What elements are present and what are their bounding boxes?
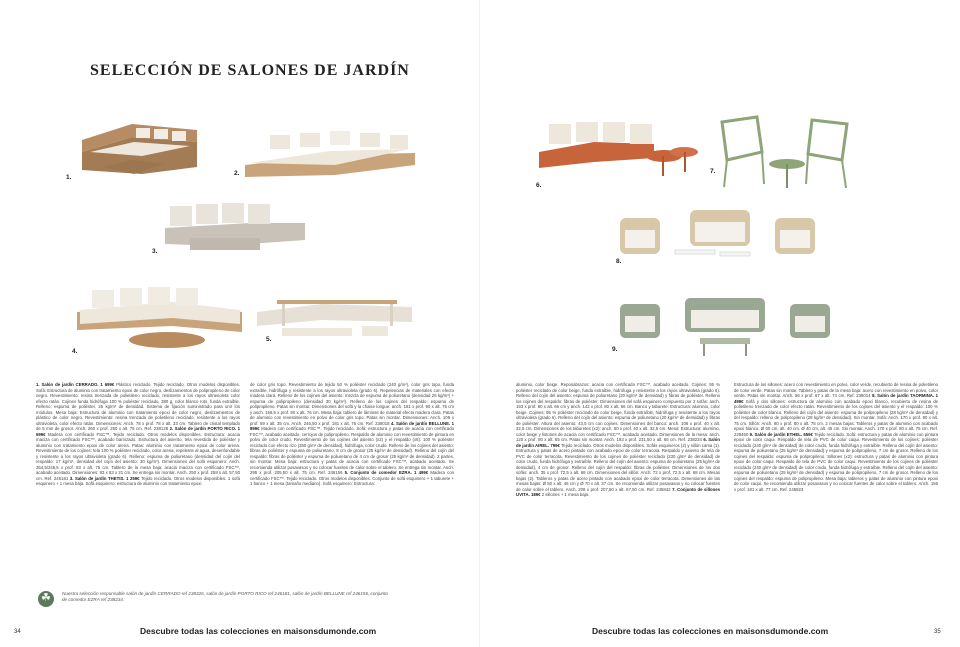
product-image-7[interactable] <box>712 112 862 192</box>
product-2-heading: 2. Salón de jardín PORTO RICO. 1 599€ <box>36 426 240 437</box>
product-number-3: 3. <box>152 248 158 255</box>
product-3-description-cont: de color gris topo. Revestimiento de tejido 50 % poliéster reciclado (240 g/m²), color gris topo, funda extraíble, hidrófuga y resistente a los rayos ultravioleta (grado 6). Repelencias de materiales con efecto madera clara. Relleno de los cojines del asiento: mezcla de espuma de poliuretano (densidad 25 kg/m³) + espuma de polipropileno (densidad 30 kg/m³). Relleno de los cojines del respaldo: espuma de polipropileno. Patas sin montar. Dimensiones del sofá y la chaise longue: anch. 181 x prof. 90 x alt. 75 cm y anch. 158,5 x prof. 90 x alt. 76 cm. Mesa baja: tablero de láminas de material efecto madera clara. Patas de aluminio con revestimiento en polvo de color gris topo. Patas sin montar. Dimensiones: Anch. 109 x prof. 59 x alt. 35 cm. Anch. 246,50 x prof. 181 x alt. 76 cm. Ref. 238018 <box>250 382 454 426</box>
product-3-heading: 3. Salón de jardín THETIS. 1 259€ <box>69 475 142 481</box>
product-9-heading: 9. Salón de jardín ETHEL. 659€ <box>749 431 815 437</box>
product-7-description: 2 sillones + 1 mesa baja. <box>541 492 590 497</box>
product-image-1[interactable] <box>72 112 202 184</box>
product-5-description-cont: aluminio, color beige. Reposabrazos: acacia con certificado FSC™, acabado aceitado. Cojines: 95 % poliéster reciclado de color beige, funda extraíble, hidrófuga y resistente a los rayos ultravioleta (grado 6). Relleno del cojín del asiento: espuma de poliuretano (20 kg/m³ de densidad) y fibras de poliéster. Relleno los cojines del respaldo: fibras de poliéster. Dimensiones del sofá esquinero compuesto por 2 sofás: anch. 193 x prof. 80 x alt. 66 cm y anch. 142 x prof. 80 x alt. 66 cm. Banco y taburete: Estructura: aluminio, color beige. Cojines: 95 % poliéster reciclado de color beige, funda extraíble, hidrófuga y resistente a los rayos ultravioleta (grado 6). Relleno del cojín del asiento: espuma de poliuretano (20 kg/m³ de densidad) y fibras de poliéster. Altura del asiento: 43,5 cm con cojines. Dimensiones del banco: anch. 106 x prof. 40 x alt. 32,5 cm. Dimensiones de los taburetes (x2): anch. 50 x prof. 40 x alt. 32,5 cm. Mesa: Estructura: aluminio, color beige y listones de acacia con certificado FSC™, acabado aceitado. Dimensiones de la mesa: anch. 120 x prof. 80 x alt. 65 cm. Patas sin montar. Anch. 193 x prof. 231,50 x alt. 66 cm. Ref. 238234 <box>516 382 720 442</box>
product-number-5: 5. <box>266 336 272 343</box>
product-5-description: Madera con certificado FSC™. Tejido reciclado. Otros modelos disponibles. Conjunto de sofá esquinero + 1 taburete + 1 banco + 1 mesa (tamaño mediano). Sofá esquinero: Estructura: <box>250 470 454 486</box>
product-6-description: Tejido reciclado. Otros modelos disponibles. Sofás esquineros (2) y sillón cama (1). Estructura y patas de acero pintado con acabado epoxi de color terracota. Respaldo y asiento de tela de PVC de color terracota. Revestimiento de los cojines de poliéster reciclado (230 g/m² de densidad) de color crudo, funda hidrófuga y extraíble. Relleno del cojín del asiento: espuma de poliuretano (25 kg/m³ de densidad), 4 cm de grosor. Relleno del cojín del respaldo: fibras de poliéster. Dimensiones de los dos sofás: anch. 35 x prof. 72,5 x alt. 68 cm. Dimensiones del sillón: Anch. 72 x prof. 72,5 x alt. 68 cm. Mesas bajas (2). Tableros y patas de acero pintado con acabado epoxi de color terracota. Dimensiones de las mesas bajas: Ø 50 x alt. 46 cm y Ø 70 x alt. 37 cm. Se recomienda utilizar posavasos y no colocar fuentes de calor sobre el tablero. Anch. 208 x prof. 207,50 x alt. 67,50 cm. Ref. 245842 <box>516 442 720 492</box>
leaf-icon <box>38 591 54 607</box>
text-column-3 <box>516 382 720 588</box>
product-4-heading: 4. Salón de jardín BELLUNE. 1 899€ <box>250 420 454 431</box>
green-armchairs-illustration <box>712 112 862 192</box>
dining-set-illustration <box>252 282 417 347</box>
product-4-description: Madera con certificado FSC™. Tejido reciclado. Sofá: estructura y patas de acacia con certificado FSC™, acabado aceitado, cerrojos de polipropileno. Respaldo de aluminio con revestimiento de pintura en polvo de color crudo. Revestimiento de los cojines del asiento (x2) y el respaldo (x6): 100 % poliéster reciclado con efecto rizo (350 g/m² de densidad), hidrófuga, color crudo. Relleno de los cojines del asiento: fibras de poliéster y espuma de poliuretano, 8 cm de grosor (25 kg/m³ de densidad). Relleno del cojín del respaldo: fibras de poliéster y espuma de poliuretano de 4 cm de grosor (25 kg/m³ de densidad). 2 partes, sin montar. Mesa baja: estructura y patas de acacia con certificado FSC™, acabado aceitado. Se recomienda utilizar posavasos y no colocar fuentes de calor sobre el tablero. Se entrega sin montar. Anch. 295 x prof. 205,50 x alt. 75 cm. Ref. 246156 <box>250 426 454 475</box>
product-9-description: Tejido reciclado. Sofá: estructura y patas de aluminio con pintura epoxi de color caqui. Respaldo de tela de PVC de color caqui. Revestimiento de los cojines: poliéster reciclado (240 g/m² de densidad) de color crudo, funda hidrófuga y extraíble. Relleno del cojín del asiento: espuma de poliuretano (25 kg/m³ de densidad) y espuma de polipropileno, 7 cm de grosor. Relleno de los cojines del respaldo: espuma de polipropileno. Sillones (x2): estructura y patas de aluminio con pintura epoxi de color caqui. Respaldo de tela de PVC de color caqui. Revestimiento de los cojines de poliéster reciclado (240 g/m² de densidad) de color crudo, funda hidrófuga y extraíble. Relleno del cojín del asiento: espuma de poliuretano (25 kg/m³ de densidad) y espuma de polipropileno, 7 cm de grosor. Relleno de los cojines del respaldo: espuma de polipropileno. Mesa baja: tableros y patas de aluminio con pintura epoxi de color caqui. Se recomienda utilizar posavasos y no colocar fuentes de calor sobre el tablero. Anch. 156 x prof. 181 x alt. 77 cm. Ref. 245923 <box>734 431 938 492</box>
product-number-9: 9. <box>612 346 618 353</box>
product-6-heading: 6. Salón de jardín AIREL. 799€ <box>516 437 720 448</box>
page-right <box>480 0 960 647</box>
product-image-8[interactable] <box>615 206 825 276</box>
footer-link-left[interactable]: Descubre todas las colecciones en maisonsdumonde.com <box>140 626 377 636</box>
curved-sofa-illustration <box>72 282 252 354</box>
footer-link-right[interactable]: Descubre todas las colecciones en maisonsdumonde.com <box>592 626 829 636</box>
product-image-5[interactable] <box>252 282 417 347</box>
product-number-2: 2. <box>234 170 240 177</box>
product-1-heading: 1. Salón de jardín CERRADO. 1 699€ <box>36 382 117 387</box>
product-number-1: 1. <box>66 174 72 181</box>
rattan-sofa-illustration <box>72 112 202 184</box>
product-image-3[interactable] <box>160 198 310 256</box>
product-number-4: 4. <box>72 348 78 355</box>
product-5-heading: 5. Conjunto de comedor EZRA. 1 499€ <box>344 470 431 475</box>
product-number-8: 8. <box>616 258 622 265</box>
product-8-description: Sofá y dos sillones: estructura de aluminio con acabado epoxi blanco, recubierto de resina de polietileno trenzado de color efecto ratán. Revestimiento de los cojines del asiento y el respaldo: 100 % poliéster de color blanco. Relleno del cojín del asiento: espuma de polipropileno (28 kg/m³ de densidad) y del respaldo: relleno de polipropileno (28 kg/m³ de densidad). Sin montar. Sofá: Anch. 170 x prof. 80 x alt. 75 cm. Sillón: Anch. 80 x prof. 80 x alt. 75 cm. 2 mesas bajas: Tableros y patas de aluminio con acabado epoxi blanco. Ø 60 cm, alt. 40 cm. Ø 40 cm, alt. 45 cm. Sin montar. Anch. 170 x prof. 80 x alt. 75 cm. Ref. 229460 <box>734 398 938 437</box>
product-8-heading: 8. Salón de jardín TAORMINA. 1 499€ <box>734 393 938 404</box>
page-title: SELECCIÓN DE SALONES DE JARDÍN <box>90 62 410 79</box>
text-column-1 <box>36 382 240 588</box>
product-3-description: Tejido reciclado. Otros modelos disponibles. 1 sofá esquinero + 1 mesa baja. Sofá esquinero: estructura de aluminio con tratamiento epoxi <box>36 475 240 486</box>
khaki-set-illustration <box>615 294 840 364</box>
product-1-description: Plástico reciclado. Tejido reciclado. Otros modelos disponibles. Sofá: Estructura de aluminio con tratamiento epoxi de color negro, deslizamientos de polipropileno de color negro. Revestimiento: resina trenzada de polietileno reciclado, resistente a los rayos ultravioleta color efecto ratán. Cojines funda hidrófuga 100 % poliéster reciclado, 380 g, color blanco roto, funda extraíble. Relleno: espuma de poliéster, 25 kg/m³ de densidad. Sistema de fijación suministrado para unir los módulos. Mesa baja: Estructura de aluminio con tratamiento epoxi de color negro, deslizamientos de plástico de color negro. Revestimiento: resina trenzada de polietileno reciclado, resistente a los rayos ultravioleta, color efecto ratán. Dimensiones: Anch. 78 x prof. 78 x alt. 33 cm. Tablero de cristal templado de 5 mm de grosor. Anch. 260 x prof. 260 x alt. 75 cm. Ref. 238128 <box>36 382 240 431</box>
page-number-left: 34 <box>14 629 21 635</box>
responsible-selection-note: Nuestra selección responsable salón de jardín CERRADO ref 238326, salón de jardín PORTO RICO ref 246181, salón de jardín BELLUNE ref 246156, conjunto de comedor EZRA ref 238234. <box>62 591 388 602</box>
product-7-description-cont: Estructura de los sillones: acero con revestimiento en polvo, color verde, recubierto de resina de polietileno de color verde. Patas sin montar. Tablero y patas de la mesa baja: acero con revestimiento en polvo, color verde. Patas sin montar. Anch. 56 x prof. 67 x alt. 74 cm. Ref. 238014 <box>734 382 938 398</box>
product-2-description: Madera con certificado FSC™. Tejido reciclado. Otros modelos disponibles. Estructura: acacia maciza con certificado FSC™, acabado barnizado. Estructura del asiento, tela revestida de poliéster y aluminio con tratamiento epoxi de color arena. Patas: aluminio con tratamiento epoxi de color arena. Revestimiento de los cojines: tela 100 % poliéster reciclado, color arena, repelente al agua, desenfundable y resistente a los rayos ultravioleta (grado 6). Relleno: espuma de poliuretano (densidad del cojín del respaldo: 17 kg/m³, densidad del cojín del asiento: 30 kg/m³). Dimensiones del sofá esquinero: Anch. 354,5/246,5 x prof. 83 x alt. 75 cm. Tablero de la mesa baja: acacia maciza con certificado FSC™, acabado aceitado. Dimensiones: 83 x 83 x 21 cm. Se entrega sin montar. Anch. 250 x prof. 258 x alt. 57,50 cm. Ref. 246181 <box>36 431 240 481</box>
page-number-right: 35 <box>934 629 941 635</box>
taupe-sofa-illustration <box>160 198 310 256</box>
product-image-4[interactable] <box>72 282 252 354</box>
product-image-9[interactable] <box>615 294 840 364</box>
taormina-set-illustration <box>615 206 825 276</box>
text-column-4 <box>734 382 938 588</box>
product-image-6[interactable] <box>534 112 704 184</box>
wooden-sofa-illustration <box>240 125 420 180</box>
product-image-2[interactable] <box>240 125 420 180</box>
product-number-6: 6. <box>536 182 542 189</box>
product-7-heading: 7. Conjunto de sillones UVITA. 189€ <box>516 486 720 497</box>
text-column-2 <box>250 382 454 588</box>
terracotta-set-illustration <box>534 112 704 184</box>
product-number-7: 7. <box>710 168 716 175</box>
